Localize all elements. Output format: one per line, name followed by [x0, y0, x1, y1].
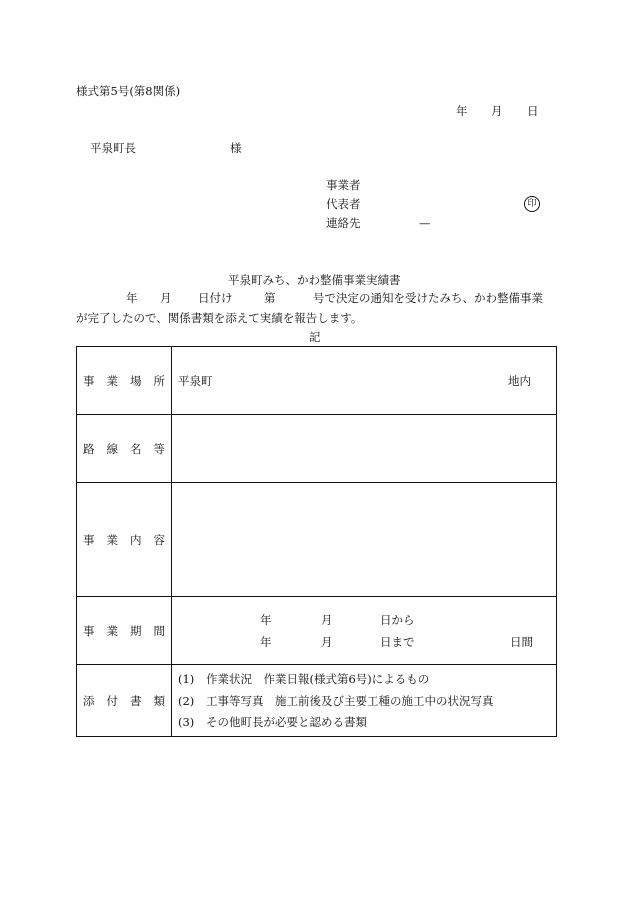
seal-mark: 印 — [524, 196, 540, 212]
contact-dash: — — [419, 216, 431, 230]
representative-label: 代表者 — [326, 197, 361, 211]
table-row-route — [77, 415, 557, 483]
period-start-year: 年 — [260, 613, 272, 627]
content-value-cell[interactable] — [172, 483, 557, 597]
attachment-num: (3) — [178, 715, 195, 729]
honorific: 様 — [230, 141, 242, 155]
date-year: 年 — [456, 104, 468, 118]
label-cell: 事 業 場 所 — [77, 347, 172, 415]
document-title: 平泉町みち、かわ整備事業実績書 — [228, 273, 401, 287]
period-end-month: 月 — [321, 635, 333, 649]
contact-label: 連絡先 — [326, 216, 361, 230]
body-number-prefix: 第 — [264, 291, 276, 305]
attachment-text: 工事等写真 施工前後及び主要工種の施工中の状況写真 — [206, 694, 494, 708]
table-row-location — [77, 347, 557, 415]
table-row-attachments — [77, 665, 557, 737]
date-month: 月 — [491, 104, 503, 118]
report-table — [76, 346, 557, 737]
body-year: 年 — [126, 291, 138, 305]
period-end-day: 日まで — [380, 635, 415, 649]
body-month: 月 — [160, 291, 172, 305]
period-start-month: 月 — [321, 613, 333, 627]
attachment-text: その他町長が必要と認める書類 — [206, 715, 367, 729]
operator-label: 事業者 — [326, 178, 361, 192]
label-cell: 添 付 書 類 — [77, 665, 172, 737]
attachment-num: (1) — [178, 672, 195, 686]
label-cell: 路 線 名 等 — [77, 415, 172, 483]
form-number: 様式第5号(第8関係) — [76, 84, 181, 98]
body-text-line1: 号で決定の通知を受けたみち、かわ整備事業 — [313, 291, 543, 305]
body-text-line2: が完了したので、関係書類を添えて実績を報告します。 — [76, 311, 363, 325]
table-row-content — [77, 483, 557, 597]
label-cell: 事 業 内 容 — [77, 483, 172, 597]
attachments-value-cell — [172, 665, 557, 737]
addressee: 平泉町長 — [90, 141, 136, 155]
date-day: 日 — [527, 104, 539, 118]
label-cell: 事 業 期 間 — [77, 597, 172, 665]
attachment-num: (2) — [178, 694, 195, 708]
location-suffix: 地内 — [508, 374, 531, 388]
ki-mark: 記 — [309, 330, 321, 344]
location-value-cell[interactable] — [172, 347, 557, 415]
period-days: 日間 — [510, 635, 533, 649]
table-row-period — [77, 597, 557, 665]
attachment-text: 作業状況 作業日報(様式第6号)によるもの — [206, 672, 430, 686]
route-value-cell[interactable] — [172, 415, 557, 483]
period-value-cell[interactable] — [172, 597, 557, 665]
location-town: 平泉町 — [178, 374, 213, 388]
period-end-year: 年 — [260, 635, 272, 649]
body-day-dated: 日付け — [198, 291, 233, 305]
period-start-day: 日から — [380, 613, 415, 627]
